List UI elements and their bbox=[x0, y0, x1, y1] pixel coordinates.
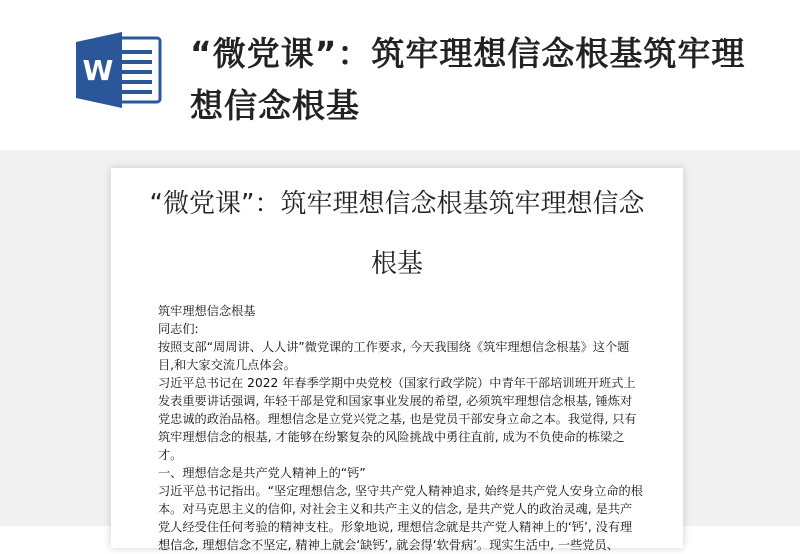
document-page bbox=[111, 168, 683, 552]
banner bbox=[0, 0, 800, 150]
word-icon-letter: W bbox=[82, 54, 114, 87]
banner-title: “微党课”：筑牢理想信念根基筑牢理想信念根基 bbox=[190, 34, 746, 125]
paragraph: 习近平总书记指出。“坚定理想信念, 坚守共产党人精神追求, 始终是共产党人安身立命的根本。对马克思主义的信仰, 对社会主义和共产主义的信念, 是共产党人的政治灵魂, 是共产党人经受住任何考验的精神支柱。形象地说, 理想信念就是共产党人精神上的‘钙’, 没有理想信念, 理想信念不坚定, 精神上就会‘缺钙’, 就会得‘软骨病’。现实生活中, 一些党员、 bbox=[158, 484, 643, 552]
document-body bbox=[158, 302, 644, 554]
section-heading: 一、理想信念是共产党人精神上的“钙” bbox=[158, 466, 366, 480]
paragraph: 筑牢理想信念根基 bbox=[158, 304, 256, 318]
paragraph: 习近平总书记在 2022 年春季学期中央党校（国家行政学院）中青年干部培训班开班式上发表重要讲话强调, 年轻干部是党和国家事业发展的希望, 必须筑牢理想信念根基, 锤炼对党忠诚的政治品格。理想信念是立党兴党之基, 也是党员干部安身立命之本。我觉得, 只有筑牢理想信念的根基, 才能够在纷繁复杂的风险挑战中勇往直前, 成为不负使命的栋梁之才。 bbox=[158, 376, 637, 462]
word-icon bbox=[76, 32, 166, 108]
paragraph: 同志们: bbox=[158, 322, 199, 336]
paragraph: 按照支部“周周讲、人人讲”微党课的工作要求, 今天我围绕《筑牢理想信念根基》这个题目,和大家交流几点体会。 bbox=[158, 340, 630, 372]
document-title: “微党课”：筑牢理想信念根基筑牢理想信念根基 bbox=[149, 189, 645, 279]
